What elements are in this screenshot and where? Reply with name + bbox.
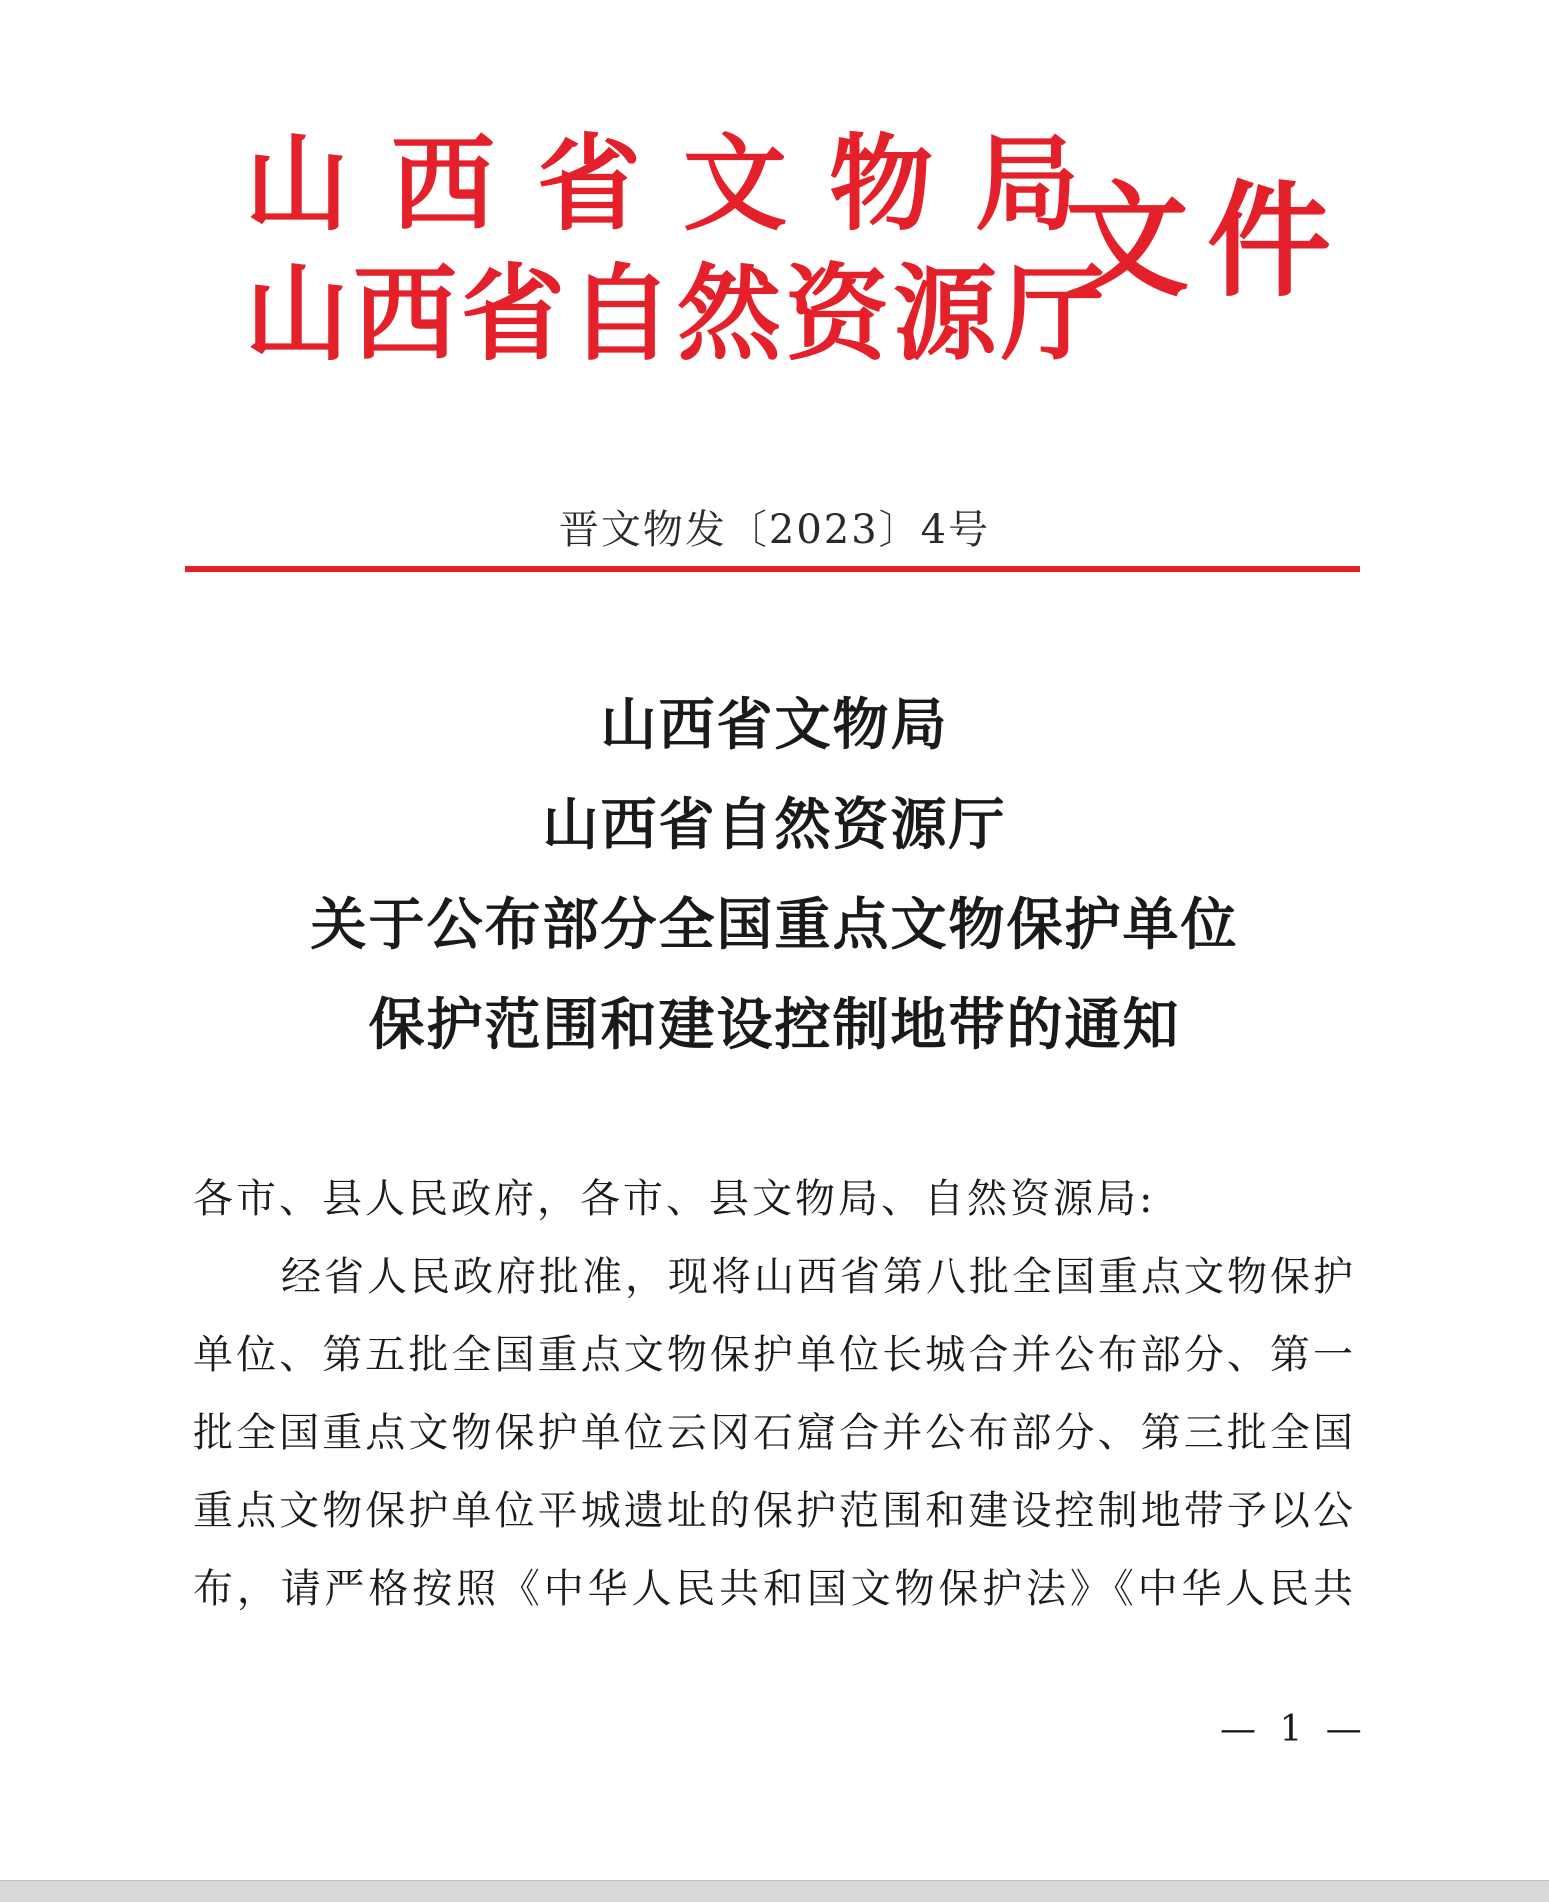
paragraph-line: 经省人民政府批准，现将山西省第八批全国重点文物保护 [281, 1254, 1353, 1300]
page-bottom-edge [0, 1880, 1549, 1902]
masthead-org-1: 山西省文物局 [245, 122, 1122, 245]
paragraph-line: 重点文物保护单位平城遗址的保护范围和建设控制地带予以公 [193, 1488, 1353, 1534]
salutation: 各市、县人民政府，各市、县文物局、自然资源局: [193, 1176, 1156, 1222]
red-masthead [245, 120, 1350, 375]
red-separator-line [185, 566, 1360, 572]
title-line: 山西省自然资源厅 [542, 792, 1007, 858]
masthead-doc-word: 文件 [1065, 169, 1350, 314]
document-number: 晋文物发〔2023〕4号 [558, 507, 991, 553]
paragraph-line: 批全国重点文物保护单位云冈石窟合并公布部分、第三批全国 [193, 1410, 1353, 1456]
title-line: 山西省文物局 [600, 692, 949, 758]
masthead-org-2: 山西省自然资源厅 [245, 252, 1110, 375]
document-body [193, 1160, 1353, 1628]
document-title [0, 675, 1549, 1075]
paragraph-line: 单位、第五批全国重点文物保护单位长城合并公布部分、第一 [193, 1332, 1353, 1378]
title-line: 关于公布部分全国重点文物保护单位 [310, 892, 1239, 958]
page-number: — 1 — [1220, 1709, 1368, 1750]
title-line: 保护范围和建设控制地带的通知 [368, 992, 1181, 1058]
paragraph-line: 布，请严格按照《中华人民共和国文物保护法》《中华人民共 [193, 1566, 1353, 1612]
